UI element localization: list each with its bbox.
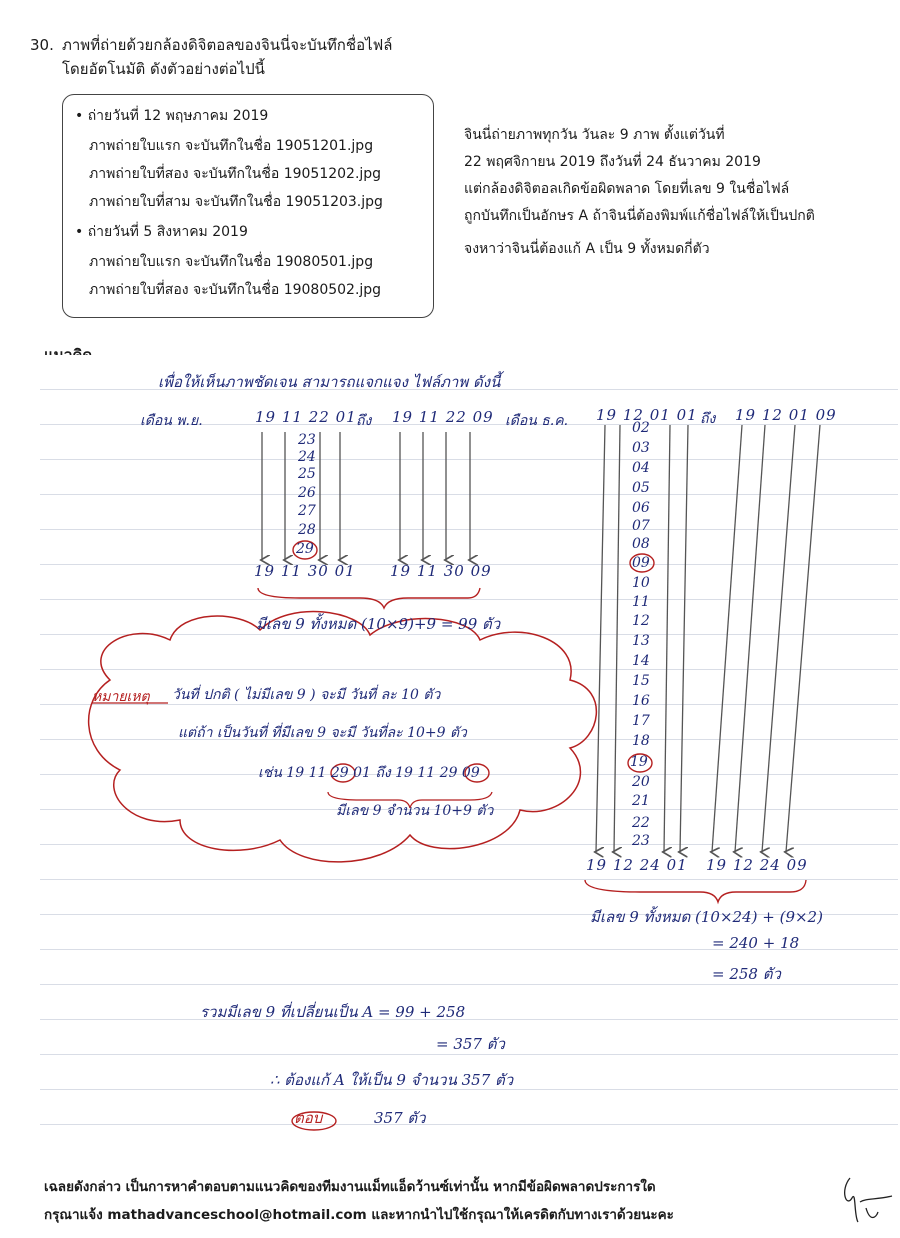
footer-line-1: เฉลยดังกล่าว เป็นการหาคำตอบตามแนวคิดของทีมงานแม็ทแอ็ดว้านซ์เท่านั้น หากมีข้อผิดพลาดประการใด bbox=[44, 1179, 656, 1195]
hw-total: รวมมีเลข 9 ที่เปลี่ยนเป็น A = 99 + 258 bbox=[200, 1003, 466, 1021]
footer-line-2: กรุณาแจ้ง mathadvanceschool@hotmail.com และหากนำไปใช้กรุณาให้เครดิตกับทางเราด้วยนะคะ bbox=[44, 1207, 674, 1223]
problem-text-line: จินนี่ถ่ายภาพทุกวัน วันละ 9 ภาพ ตั้งแต่วันที่ bbox=[464, 127, 725, 143]
arrow-line bbox=[664, 425, 670, 852]
hw-nov-label: เดือน พ.ย. bbox=[140, 413, 203, 429]
hw-nov-bottom: 19 11 30 01 bbox=[254, 562, 356, 580]
example-line: ภาพถ่ายใบที่สอง จะบันทึกในชื่อ 19051202.jpg bbox=[89, 166, 382, 182]
hw-note-line: วันที่ ปกติ ( ไม่มีเลข 9 ) จะมี วันที่ ละ 10 ตัว bbox=[172, 687, 441, 703]
hw-dec-day: 21 bbox=[632, 793, 650, 809]
example-line: ภาพถ่ายใบแรก จะบันทึกในชื่อ 19080501.jpg bbox=[89, 254, 374, 270]
arrow-line bbox=[712, 425, 742, 852]
question-number: 30. bbox=[30, 36, 54, 54]
hw-nov-day: 28 bbox=[298, 522, 316, 538]
example-bullet-1: • ถ่ายวันที่ 12 พฤษภาคม 2019 bbox=[75, 108, 269, 124]
hw-nov-count: มีเลข 9 ทั้งหมด (10×9)+9 = 99 ตัว bbox=[256, 615, 501, 633]
hw-nov-end: 19 11 22 09 bbox=[392, 408, 494, 426]
hw-dec-day: 11 bbox=[632, 594, 650, 610]
hw-dec-day: 02 bbox=[632, 420, 650, 436]
hw-dec-eq: = 240 + 18 bbox=[712, 934, 800, 952]
hw-dec-day: 23 bbox=[632, 833, 650, 849]
hw-nov-day: 27 bbox=[298, 503, 316, 519]
hw-dec-day: 14 bbox=[632, 653, 650, 669]
example-line: ภาพถ่ายใบแรก จะบันทึกในชื่อ 19051201.jpg bbox=[89, 138, 374, 154]
hw-dec-end: 19 12 01 09 bbox=[735, 406, 837, 424]
hw-dec-start: 19 12 01 01 bbox=[596, 406, 698, 424]
hw-dec-day: 16 bbox=[632, 693, 650, 709]
hw-dec-day: 17 bbox=[632, 713, 650, 729]
hw-nov-bottom: 19 11 30 09 bbox=[390, 562, 492, 580]
hw-nov-day: 24 bbox=[298, 449, 316, 465]
hw-dec-day: 08 bbox=[632, 536, 650, 552]
example-bullet-2: • ถ่ายวันที่ 5 สิงหาคม 2019 bbox=[75, 224, 248, 240]
hw-dec-day: 07 bbox=[632, 518, 650, 534]
hw-dec-day: 19 bbox=[630, 754, 648, 770]
hw-nov-day: 29 bbox=[296, 541, 314, 557]
hw-nov-day: 26 bbox=[298, 485, 316, 501]
hw-dec-day: 15 bbox=[632, 673, 650, 689]
hw-dec-eq: = 258 ตัว bbox=[712, 965, 781, 983]
hw-nov-day: 25 bbox=[298, 466, 316, 482]
hw-dec-count: มีเลข 9 ทั้งหมด (10×24) + (9×2) bbox=[590, 908, 823, 926]
arrow-line bbox=[762, 425, 795, 852]
hw-dec-day: 06 bbox=[632, 500, 650, 516]
hw-to: ถึง bbox=[356, 413, 372, 429]
problem-text-line: จงหาว่าจินนี่ต้องแก้ A เป็น 9 ทั้งหมดกี่ตัว bbox=[464, 241, 710, 257]
arrow-line bbox=[680, 425, 688, 852]
problem-text-line: ถูกบันทึกเป็นอักษร A ถ้าจินนี่ต้องพิมพ์แก้ชื่อไฟล์ให้เป็นปกติ bbox=[464, 208, 815, 224]
hw-dec-day: 09 bbox=[632, 555, 650, 571]
hw-nov-day: 23 bbox=[298, 432, 316, 448]
signature-mark bbox=[836, 1172, 896, 1232]
hw-total: = 357 ตัว bbox=[436, 1035, 505, 1053]
hw-intro: เพื่อให้เห็นภาพชัดเจน สามารถแจกแจง ไฟล์ภาพ ดังนี้ bbox=[158, 373, 501, 391]
arrow-line bbox=[596, 425, 605, 852]
hw-answer-label: ตอบ bbox=[294, 1109, 323, 1127]
hw-dec-label: เดือน ธ.ค. bbox=[505, 413, 569, 429]
hw-conclusion: ∴ ต้องแก้ A ให้เป็น 9 จำนวน 357 ตัว bbox=[270, 1071, 514, 1089]
hw-dec-day: 18 bbox=[632, 733, 650, 749]
brace-mark bbox=[585, 880, 806, 902]
hw-answer: 357 ตัว bbox=[374, 1109, 426, 1127]
example-line: ภาพถ่ายใบที่สอง จะบันทึกในชื่อ 19080502.jpg bbox=[89, 282, 382, 298]
brace-mark bbox=[258, 588, 480, 608]
hw-to: ถึง bbox=[700, 411, 716, 427]
hw-dec-day: 03 bbox=[632, 440, 650, 456]
hw-note-line: แต่ถ้า เป็นวันที่ ที่มีเลข 9 จะมี วันที่ละ 10+9 ตัว bbox=[178, 725, 467, 741]
arrow-line bbox=[735, 425, 765, 852]
hw-note-line: เช่น 19 11 29 01 ถึง 19 11 29 09 bbox=[258, 765, 480, 781]
hw-dec-day: 04 bbox=[632, 460, 650, 476]
hw-note-label: หมายเหตุ bbox=[92, 689, 150, 705]
example-line: ภาพถ่ายใบที่สาม จะบันทึกในชื่อ 19051203.jpg bbox=[89, 194, 383, 210]
hw-dec-bottom: 19 12 24 09 bbox=[706, 856, 808, 874]
hw-dec-day: 13 bbox=[632, 633, 650, 649]
hw-dec-day: 20 bbox=[632, 774, 650, 790]
question-line-2: โดยอัตโนมัติ ดังตัวอย่างต่อไปนี้ bbox=[62, 60, 265, 78]
hw-dec-day: 12 bbox=[632, 613, 650, 629]
question-line-1: ภาพที่ถ่ายด้วยกล้องดิจิตอลของจินนี่จะบันทึกชื่อไฟล์ bbox=[62, 36, 393, 54]
hw-dec-day: 05 bbox=[632, 480, 650, 496]
hw-dec-bottom: 19 12 24 01 bbox=[586, 856, 688, 874]
arrow-line bbox=[614, 425, 620, 852]
hw-dec-day: 10 bbox=[632, 575, 650, 591]
hw-nov-start: 19 11 22 01 bbox=[255, 408, 357, 426]
hw-note-line: มีเลข 9 จำนวน 10+9 ตัว bbox=[336, 803, 494, 819]
problem-text-line: 22 พฤศจิกายน 2019 ถึงวันที่ 24 ธันวาคม 2019 bbox=[464, 154, 761, 170]
arrow-line bbox=[786, 425, 820, 852]
hw-dec-day: 22 bbox=[632, 815, 650, 831]
problem-text-line: แต่กล้องดิจิตอลเกิดข้อผิดพลาด โดยที่เลข 9 ในชื่อไฟล์ bbox=[464, 181, 790, 197]
